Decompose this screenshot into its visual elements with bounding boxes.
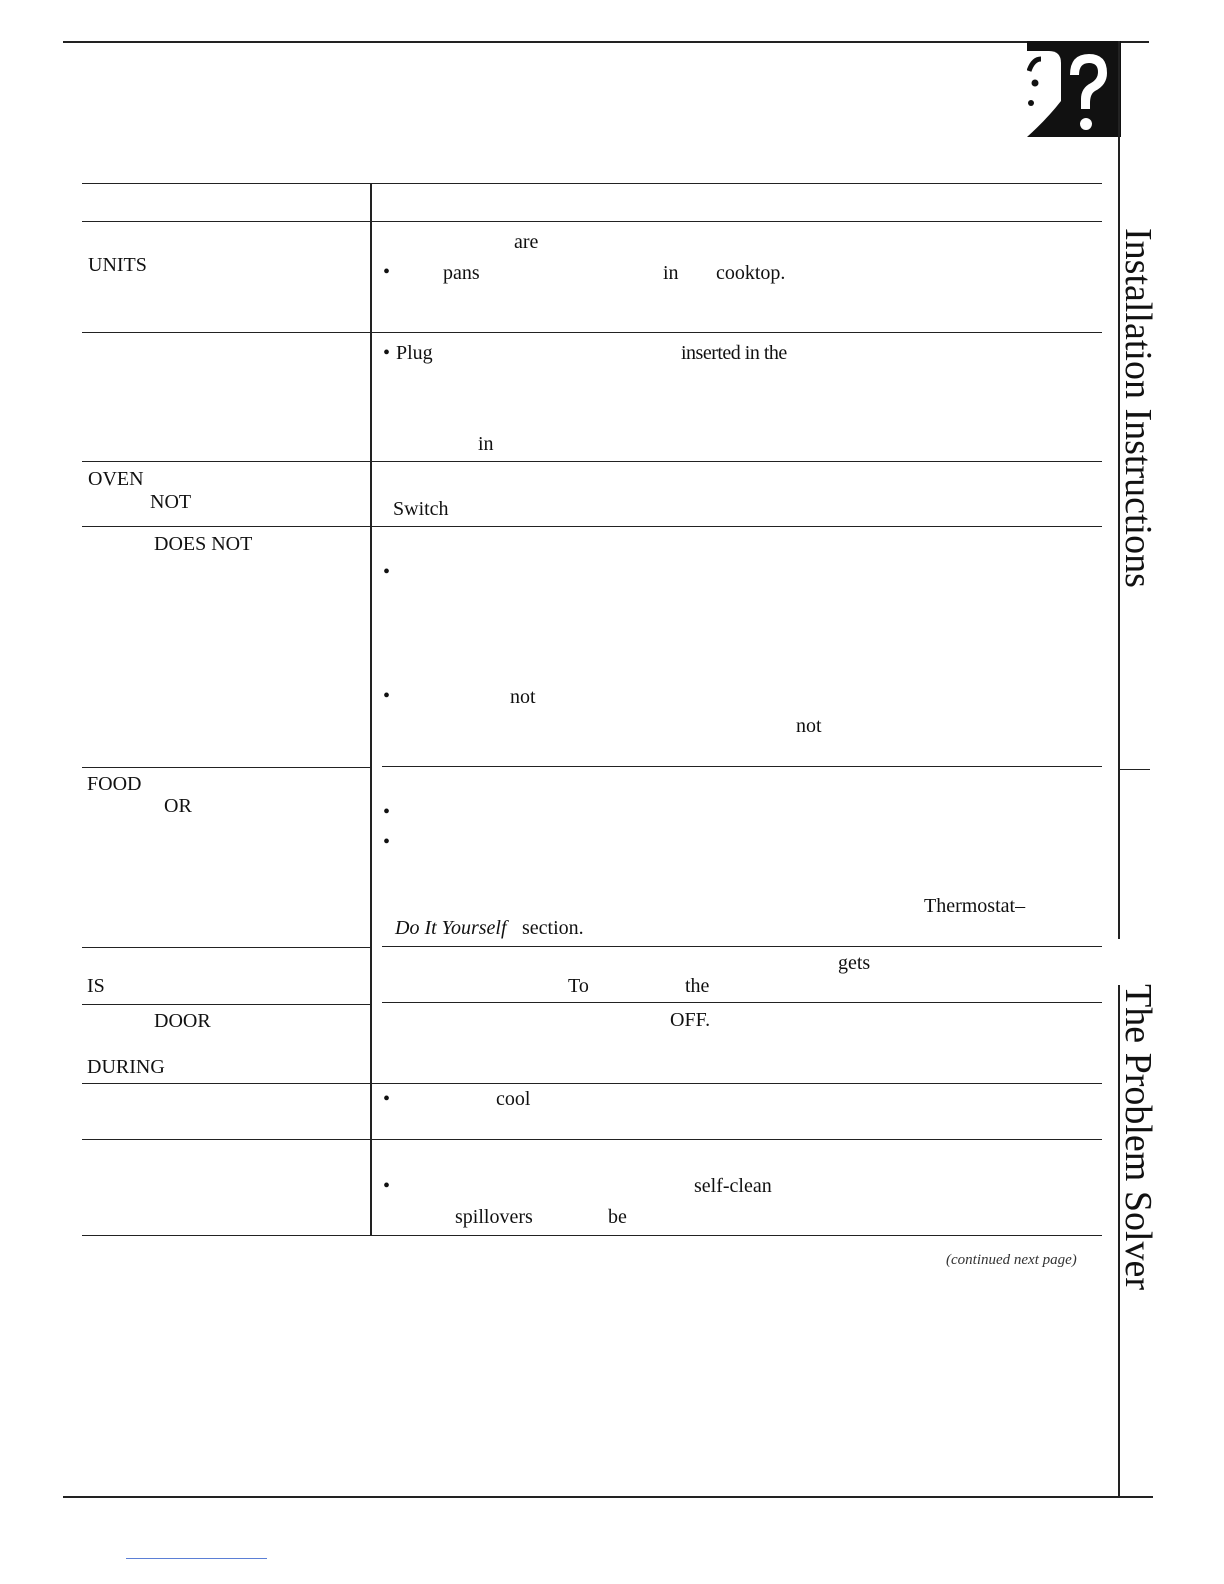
problem-label: DURING bbox=[87, 1056, 165, 1078]
problem-label: UNITS bbox=[88, 254, 147, 276]
row-divider bbox=[82, 332, 1102, 333]
row-divider bbox=[82, 1004, 371, 1005]
bullet: • bbox=[383, 561, 391, 583]
solution-text: gets bbox=[838, 952, 871, 974]
bullet: • bbox=[383, 801, 391, 823]
bullet: • bbox=[383, 1175, 391, 1197]
solution-text: in bbox=[663, 262, 679, 284]
problem-label: OR bbox=[164, 795, 192, 817]
bullet: • bbox=[383, 1088, 391, 1110]
problem-label: DOES NOT bbox=[154, 533, 253, 555]
solution-text: Thermostat– bbox=[924, 895, 1026, 917]
table-header-rule bbox=[82, 221, 1102, 222]
problem-label: NOT bbox=[150, 491, 192, 513]
solution-text: self-clean bbox=[694, 1175, 772, 1197]
tab-problem-solver[interactable]: The Problem Solver bbox=[1117, 984, 1159, 1291]
solution-text: Plug bbox=[396, 342, 433, 364]
solution-text: in bbox=[478, 433, 494, 455]
bullet: • bbox=[383, 831, 391, 853]
bullet: • bbox=[383, 261, 391, 283]
solution-text-italic: Do It Yourself bbox=[395, 917, 507, 939]
problem-label: DOOR bbox=[154, 1010, 211, 1032]
solution-text: OFF. bbox=[670, 1009, 711, 1031]
solution-text: cool bbox=[496, 1088, 531, 1110]
solution-text: pans bbox=[443, 262, 480, 284]
tab-installation-instructions[interactable]: Installation Instructions bbox=[1117, 228, 1159, 588]
problem-label: OVEN bbox=[88, 468, 144, 490]
table-bottom-rule bbox=[82, 1235, 1102, 1236]
top-rule bbox=[63, 41, 1149, 43]
problem-label: IS bbox=[87, 975, 105, 997]
row-divider bbox=[82, 1083, 1102, 1084]
row-divider bbox=[82, 947, 371, 948]
tab-divider bbox=[1118, 769, 1150, 770]
solution-text: cooktop. bbox=[716, 262, 786, 284]
table-top-rule bbox=[82, 183, 1102, 184]
solution-text: be bbox=[608, 1206, 627, 1228]
solution-text: not bbox=[510, 686, 536, 708]
footer-mark bbox=[126, 1558, 267, 1559]
face-question-mark-icon bbox=[1027, 41, 1121, 137]
solution-text: section. bbox=[522, 917, 584, 939]
solution-text: spillovers bbox=[455, 1206, 533, 1228]
bottom-rule bbox=[63, 1496, 1153, 1498]
solution-text: not bbox=[796, 715, 822, 737]
solution-text: are bbox=[514, 231, 539, 253]
row-divider bbox=[82, 526, 1102, 527]
bullet: • bbox=[383, 342, 391, 364]
solution-text: the bbox=[685, 975, 710, 997]
row-divider bbox=[382, 766, 1102, 767]
bullet: • bbox=[383, 685, 391, 707]
row-divider bbox=[82, 461, 1102, 462]
solution-text: inserted in the bbox=[681, 342, 787, 364]
problem-label: FOOD bbox=[87, 773, 142, 795]
row-divider bbox=[382, 1002, 1102, 1003]
row-divider bbox=[82, 1139, 1102, 1140]
solution-text: Switch bbox=[393, 498, 449, 520]
row-divider bbox=[82, 767, 371, 768]
solution-text: To bbox=[568, 975, 589, 997]
table-column-divider bbox=[370, 183, 372, 1236]
continued-note: (continued next page) bbox=[946, 1252, 1077, 1268]
row-divider bbox=[382, 946, 1102, 947]
